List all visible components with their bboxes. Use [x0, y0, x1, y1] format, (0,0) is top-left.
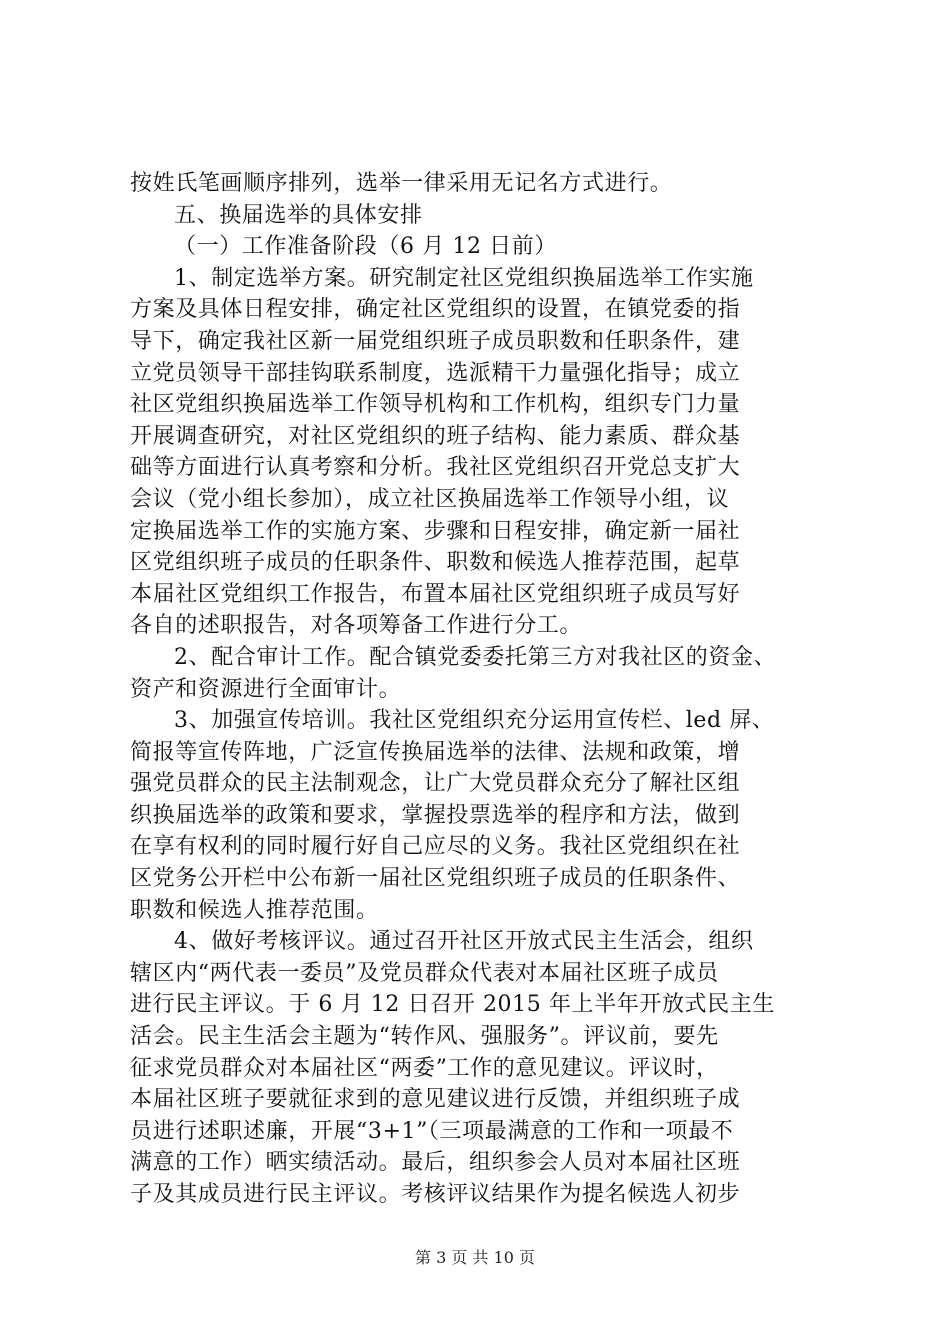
text-line: 五、换届选举的具体安排 — [174, 202, 423, 228]
text-line: 本届社区班子要就征求到的意见建议进行反馈，并组织班子成 — [130, 1087, 741, 1113]
text-line: 区党组织班子成员的任职条件、职数和候选人推荐范围，起草 — [130, 550, 741, 576]
text-line: 本届社区党组织工作报告，布置本届社区党组织班子成员写好 — [130, 581, 741, 607]
text-line: 社区党组织换届选举工作领导机构和工作机构，组织专门力量 — [130, 392, 741, 418]
text-line: 简报等宣传阵地，广泛宣传换届选举的法律、法规和政策，增 — [130, 739, 741, 765]
text-line: 定换届选举工作的实施方案、步骤和日程安排，确定新一届社 — [130, 518, 741, 544]
text-line: 织换届选举的政策和要求，掌握投票选举的程序和方法，做到 — [130, 802, 741, 828]
text-line: 1、制定选举方案。研究制定社区党组织换届选举工作实施 — [174, 265, 754, 291]
text-line: 子及其成员进行民主评议。考核评议结果作为提名候选人初步 — [130, 1182, 741, 1207]
text-line: 方案及具体日程安排，确定社区党组织的设置，在镇党委的指 — [130, 297, 741, 323]
text-line: 强党员群众的民主法制观念，让广大党员群众充分了解社区组 — [130, 771, 741, 797]
text-line: 职数和候选人推荐范围。 — [130, 897, 379, 923]
text-line: 4、做好考核评议。通过召开社区开放式民主生活会，组织 — [174, 929, 754, 955]
text-line: （一）工作准备阶段（6 月 12 日前） — [174, 234, 557, 260]
text-line: 会议（党小组长参加），成立社区换届选举工作领导小组，议 — [130, 486, 730, 512]
text-line: 满意的工作）晒实绩活动。最后，组织参会人员对本届社区班 — [130, 1150, 741, 1176]
text-line: 在享有权利的同时履行好自己应尽的义务。我社区党组织在社 — [130, 834, 741, 860]
text-line: 各自的述职报告，对各项筹备工作进行分工。 — [130, 613, 583, 639]
text-line: 开展调查研究，对社区党组织的班子结构、能力素质、群众基 — [130, 423, 741, 449]
text-line: 员进行述职述廉，开展“3+1”（三项最满意的工作和一项最不 — [130, 1118, 734, 1144]
page-footer: 第 3 页 共 10 页 — [415, 1248, 535, 1267]
text-line: 按姓氏笔画顺序排列，选举一律采用无记名方式进行。 — [130, 171, 673, 196]
text-line: 辖区内“两代表一委员”及党员群众代表对本届社区班子成员 — [130, 960, 719, 986]
text-line: 征求党员群众对本届社区“两委”工作的意见建议。评议时， — [130, 1055, 719, 1081]
text-line: 2、配合审计工作。配合镇党委委托第三方对我社区的资金、 — [174, 644, 777, 670]
document-body — [130, 168, 828, 1211]
text-line: 进行民主评议。于 6 月 12 日召开 2015 年上半年开放式民主生 — [130, 992, 775, 1018]
text-line: 础等方面进行认真考察和分析。我社区党组织召开党总支扩大 — [130, 455, 741, 481]
text-line: 区党务公开栏中公布新一届社区党组织班子成员的任职条件、 — [130, 866, 741, 892]
text-line: 立党员领导干部挂钩联系制度，选派精干力量强化指导；成立 — [130, 360, 741, 386]
text-line: 活会。民主生活会主题为“转作风、强服务”。评议前，要先 — [130, 1024, 719, 1050]
text-line: 3、加强宣传培训。我社区党组织充分运用宣传栏、led 屏、 — [174, 708, 775, 734]
text-line: 导下，确定我社区新一届党组织班子成员职数和任职条件，建 — [130, 328, 741, 354]
text-line: 资产和资源进行全面审计。 — [130, 676, 402, 702]
